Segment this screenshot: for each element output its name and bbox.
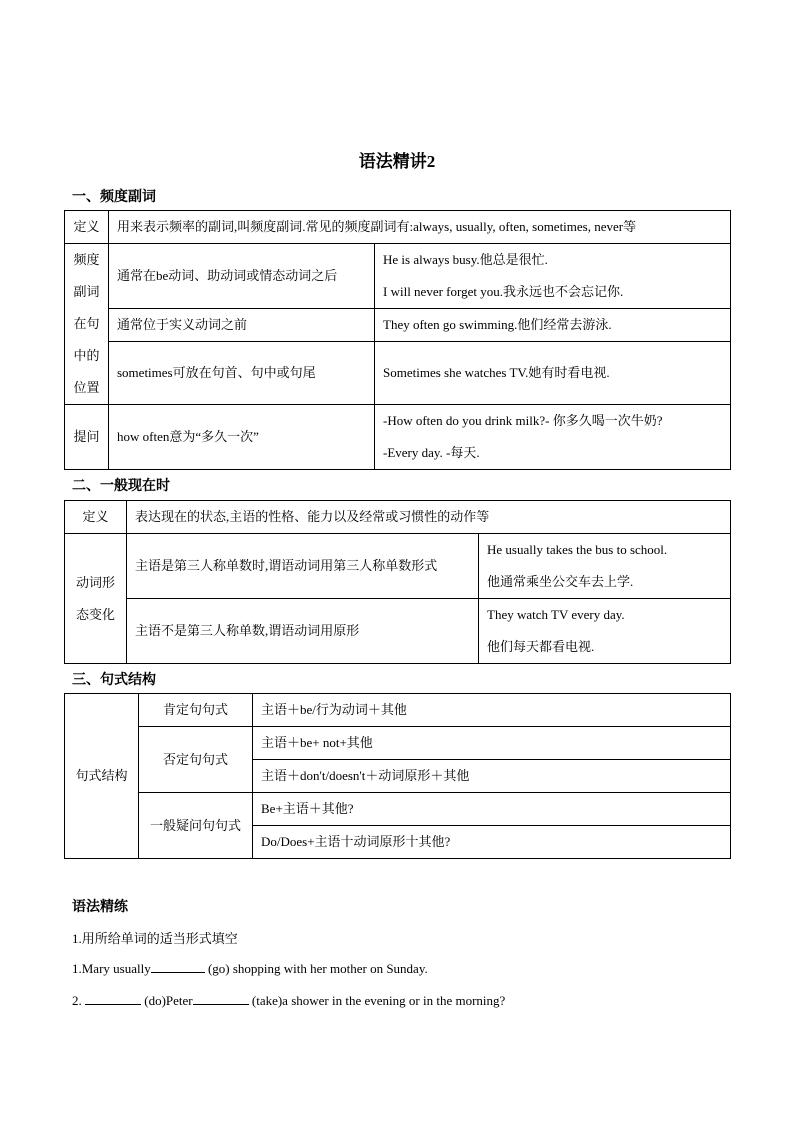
rule-cell: 通常位于实义动词之前 bbox=[109, 309, 375, 342]
ask-rule: how often意为“多久一次” bbox=[109, 405, 375, 470]
frequency-adverb-table bbox=[64, 210, 731, 470]
negative-label: 否定句句式 bbox=[139, 727, 253, 793]
present-tense-table bbox=[64, 500, 731, 664]
section1-heading: 一、频度副词 bbox=[72, 190, 156, 205]
ask-label: 提问 bbox=[65, 405, 109, 470]
example-cell: He is always busy.他总是很忙. I will never forget you.我永远也不会忘记你. bbox=[375, 244, 731, 309]
negative-pattern: 主语＋be+ not+其他 bbox=[253, 727, 731, 760]
rule-cell: 通常在be动词、助动词或情态动词之后 bbox=[109, 244, 375, 309]
question-1: 1.Mary usually (go) shopping with her mother on Sunday. bbox=[72, 961, 428, 976]
example-cell: Sometimes she watches TV.她有时看电视. bbox=[375, 342, 731, 405]
blank-1[interactable] bbox=[151, 960, 205, 973]
ask-examples: -How often do you drink milk?- 你多久喝一次牛奶? -Every day. -每天. bbox=[375, 405, 731, 470]
example-cell: He usually takes the bus to school. 他通常乘坐公交车去上学. bbox=[479, 534, 731, 599]
def-text: 用来表示频率的副词,叫频度副词.常见的频度副词有:always, usually, often, sometimes, never等 bbox=[109, 211, 731, 244]
question-pattern: Do/Does+主语十动词原形十其他? bbox=[253, 826, 731, 859]
question-2: 2. (do)Peter (take)a shower in the evening or in the morning? bbox=[72, 993, 506, 1008]
practice-instruction: 1.用所给单词的适当形式填空 bbox=[72, 931, 238, 946]
verb-change-label: 动词形 态变化 bbox=[65, 534, 127, 664]
position-label: 频度 副词 在句 中的 位置 bbox=[65, 244, 109, 405]
section2-heading: 二、一般现在时 bbox=[72, 479, 170, 494]
blank-2b[interactable] bbox=[193, 992, 249, 1005]
question-pattern: Be+主语＋其他? bbox=[253, 793, 731, 826]
blank-2a[interactable] bbox=[85, 992, 141, 1005]
example-cell: They watch TV every day. 他们每天都看电视. bbox=[479, 599, 731, 664]
affirm-pattern: 主语＋be/行为动词＋其他 bbox=[253, 694, 731, 727]
rule-cell: 主语不是第三人称单数,谓语动词用原形 bbox=[127, 599, 479, 664]
def-text: 表达现在的状态,主语的性格、能力以及经常或习惯性的动作等 bbox=[127, 501, 731, 534]
def-label: 定义 bbox=[65, 501, 127, 534]
section3-heading: 三、句式结构 bbox=[72, 673, 156, 688]
affirm-label: 肯定句句式 bbox=[139, 694, 253, 727]
rule-cell: 主语是第三人称单数时,谓语动词用第三人称单数形式 bbox=[127, 534, 479, 599]
rule-cell: sometimes可放在句首、句中或句尾 bbox=[109, 342, 375, 405]
negative-pattern: 主语＋don't/doesn't＋动词原形＋其他 bbox=[253, 760, 731, 793]
example-cell: They often go swimming.他们经常去游泳. bbox=[375, 309, 731, 342]
practice-heading: 语法精练 bbox=[72, 900, 128, 915]
sentence-structure-table bbox=[64, 693, 731, 859]
structure-label: 句式结构 bbox=[65, 694, 139, 859]
page-title: 语法精讲2 bbox=[358, 152, 436, 171]
def-label: 定义 bbox=[65, 211, 109, 244]
question-label: 一般疑问句句式 bbox=[139, 793, 253, 859]
